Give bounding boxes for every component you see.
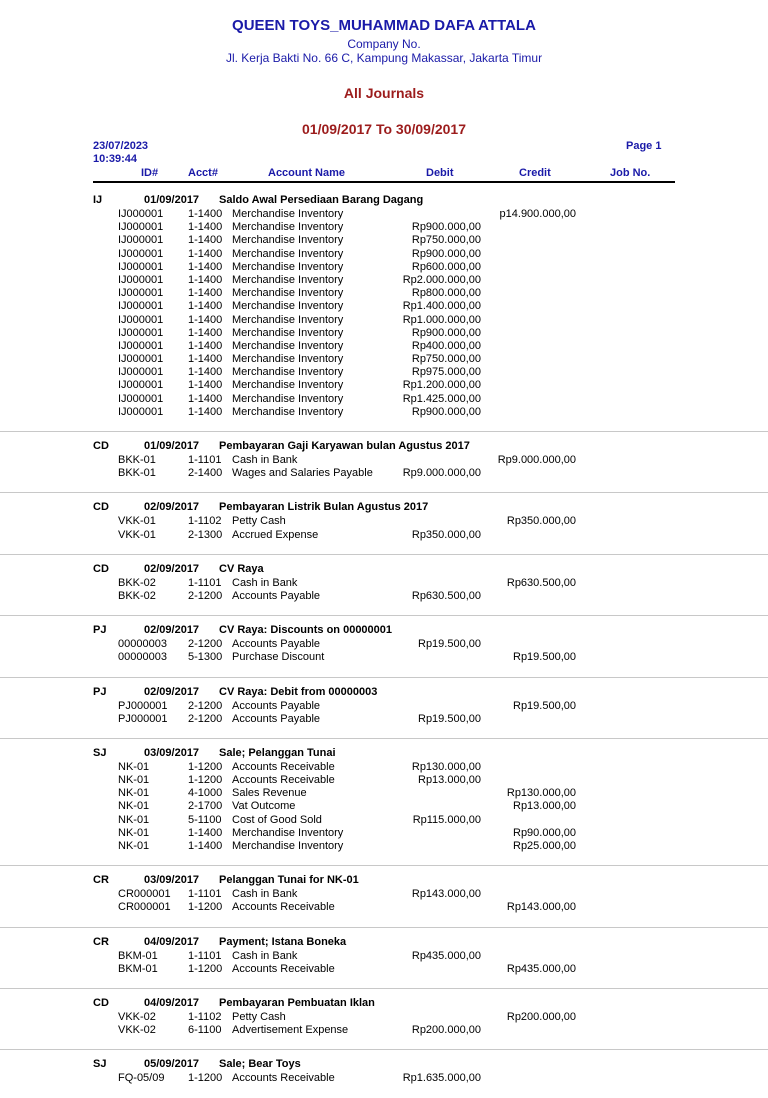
journal-type: SJ — [93, 1058, 107, 1071]
credit-amount: Rp90.000,00 — [513, 826, 576, 839]
report-period: 01/09/2017 To 30/09/2017 — [302, 121, 466, 137]
journal-entry-header — [0, 997, 768, 1011]
debit-amount: Rp143.000,00 — [411, 888, 481, 901]
journal-line — [0, 353, 768, 366]
journal-line — [0, 888, 768, 901]
line-id: IJ000001 — [118, 339, 164, 352]
journal-line — [0, 327, 768, 340]
journal-type: CD — [93, 996, 109, 1009]
journal-line — [0, 590, 768, 603]
account-number: 1-1400 — [188, 260, 223, 273]
journal-type: SJ — [93, 746, 107, 759]
journal-entry — [0, 615, 768, 676]
account-name: Accounts Payable — [232, 699, 321, 712]
debit-amount: Rp900.000,00 — [411, 247, 481, 260]
account-number: 1-1102 — [188, 515, 222, 528]
line-id: NK-01 — [118, 760, 150, 773]
journal-entry — [0, 677, 768, 738]
journal-line — [0, 221, 768, 234]
account-name: Merchandise Inventory — [232, 353, 344, 366]
account-number: 1-1400 — [188, 826, 223, 839]
journal-entry — [0, 927, 768, 988]
account-name: Merchandise Inventory — [232, 260, 344, 273]
line-id: BKK-01 — [118, 454, 156, 466]
journal-line — [0, 300, 768, 313]
entry-description: CV Raya: Discounts on 00000001 — [219, 624, 393, 637]
journal-line — [0, 529, 768, 542]
account-name: Merchandise Inventory — [232, 313, 344, 326]
line-id: CR000001 — [118, 901, 171, 914]
entry-date: 02/09/2017 — [144, 501, 200, 514]
journal-type: CD — [93, 440, 109, 452]
entry-description: Sale; Pelanggan Tunai — [219, 746, 336, 759]
line-id: BKK-02 — [118, 576, 156, 589]
account-name: Cash in Bank — [232, 576, 298, 589]
credit-amount: Rp9.000.000,00 — [497, 454, 576, 466]
debit-amount: Rp400.000,00 — [411, 339, 481, 352]
entry-date: 01/09/2017 — [144, 194, 200, 206]
line-id: IJ000001 — [118, 221, 164, 234]
journal-entry — [0, 988, 768, 1049]
account-number: 1-1101 — [188, 576, 222, 589]
credit-amount: Rp350.000,00 — [506, 515, 576, 528]
account-number: 2-1200 — [188, 699, 223, 712]
account-number: 1-1400 — [188, 313, 223, 326]
credit-amount: Rp25.000,00 — [513, 840, 576, 852]
debit-amount: Rp350.000,00 — [411, 528, 481, 541]
col-credit: Credit — [519, 167, 551, 179]
company-number: Company No. — [347, 37, 421, 51]
journal-line — [0, 248, 768, 261]
credit-amount: Rp200.000,00 — [506, 1010, 576, 1023]
credit-amount: Rp13.000,00 — [513, 800, 576, 813]
journal-line — [0, 700, 768, 713]
account-name: Merchandise Inventory — [232, 234, 344, 247]
journal-entry-header — [0, 874, 768, 888]
journal-entry-header — [0, 747, 768, 761]
account-name: Merchandise Inventory — [232, 379, 344, 392]
line-id: BKK-02 — [118, 589, 156, 602]
line-id: IJ000001 — [118, 392, 164, 405]
journal-line — [0, 261, 768, 274]
line-id: IJ000001 — [118, 234, 164, 247]
account-name: Cost of Good Sold — [232, 813, 322, 826]
account-number: 1-1200 — [188, 1072, 223, 1085]
debit-amount: Rp13.000,00 — [418, 774, 481, 787]
account-number: 1-1400 — [188, 366, 223, 379]
journal-entry — [0, 431, 768, 492]
account-name: Accrued Expense — [232, 528, 319, 541]
journal-line — [0, 340, 768, 353]
entry-description: Pembayaran Listrik Bulan Agustus 2017 — [219, 501, 429, 514]
journal-line — [0, 1072, 768, 1085]
print-date: 23/07/2023 — [93, 140, 149, 152]
account-name: Petty Cash — [232, 1010, 286, 1023]
line-id: NK-01 — [118, 800, 150, 813]
journal-line — [0, 393, 768, 406]
debit-amount: Rp750.000,00 — [411, 353, 481, 366]
line-id: VKK-01 — [118, 515, 156, 528]
journal-list — [0, 194, 768, 1098]
account-name: Cash in Bank — [232, 454, 298, 466]
account-name: Merchandise Inventory — [232, 339, 344, 352]
journal-line — [0, 761, 768, 774]
entry-date: 03/09/2017 — [144, 874, 200, 887]
debit-amount: Rp630.500,00 — [411, 589, 481, 602]
account-name: Merchandise Inventory — [232, 247, 344, 260]
line-id: BKM-01 — [118, 962, 158, 975]
journal-entry-header — [0, 1058, 768, 1072]
debit-amount: Rp900.000,00 — [411, 221, 481, 234]
account-name: Merchandise Inventory — [232, 405, 344, 418]
journal-entry-header — [0, 686, 768, 700]
entry-description: Pembayaran Pembuatan Iklan — [219, 996, 375, 1009]
account-number: 1-1400 — [188, 840, 223, 852]
journal-line — [0, 651, 768, 664]
entry-date: 04/09/2017 — [144, 996, 200, 1009]
account-number: 1-1200 — [188, 774, 223, 787]
account-name: Merchandise Inventory — [232, 392, 344, 405]
account-name: Accounts Receivable — [232, 774, 335, 787]
journal-line — [0, 208, 768, 221]
account-name: Cash in Bank — [232, 888, 298, 901]
journal-entry — [0, 865, 768, 926]
credit-amount: Rp435.000,00 — [506, 962, 576, 975]
entry-date: 05/09/2017 — [144, 1058, 200, 1071]
line-id: IJ000001 — [118, 247, 164, 260]
line-id: VKK-01 — [118, 528, 156, 541]
account-number: 1-1400 — [188, 326, 223, 339]
account-name: Merchandise Inventory — [232, 826, 344, 839]
account-number: 1-1102 — [188, 1010, 222, 1023]
account-number: 5-1300 — [188, 651, 223, 664]
debit-amount: Rp1.635.000,00 — [402, 1072, 481, 1085]
account-number: 1-1400 — [188, 234, 223, 247]
line-id: IJ000001 — [118, 366, 164, 379]
debit-amount: Rp900.000,00 — [411, 405, 481, 418]
account-number: 1-1400 — [188, 273, 223, 286]
account-number: 1-1400 — [188, 247, 223, 260]
journal-entry-header — [0, 501, 768, 515]
line-id: BKK-01 — [118, 467, 156, 480]
line-id: VKK-02 — [118, 1024, 156, 1037]
column-header-row — [0, 167, 768, 181]
journal-entry-header — [0, 936, 768, 950]
journal-line — [0, 454, 768, 467]
account-name: Accounts Payable — [232, 589, 321, 602]
account-number: 1-1400 — [188, 221, 223, 234]
line-id: IJ000001 — [118, 405, 164, 418]
journal-line — [0, 274, 768, 287]
account-number: 2-1400 — [188, 467, 223, 480]
header-rule — [93, 181, 675, 183]
account-name: Accounts Payable — [232, 638, 321, 651]
col-debit: Debit — [426, 167, 454, 179]
account-name: Merchandise Inventory — [232, 366, 344, 379]
report-title: All Journals — [343, 85, 425, 101]
account-number: 1-1400 — [188, 208, 223, 220]
line-id: PJ000001 — [118, 699, 168, 712]
account-name: Accounts Receivable — [232, 901, 335, 914]
debit-amount: Rp900.000,00 — [411, 326, 481, 339]
line-id: FQ-05/09 — [118, 1072, 165, 1085]
journal-line — [0, 963, 768, 976]
journal-entry-header — [0, 194, 768, 208]
account-number: 1-1400 — [188, 287, 223, 300]
debit-amount: Rp975.000,00 — [411, 366, 481, 379]
journal-line — [0, 814, 768, 827]
account-name: Cash in Bank — [232, 949, 298, 962]
line-id: IJ000001 — [118, 326, 164, 339]
account-name: Merchandise Inventory — [232, 300, 344, 313]
account-name: Merchandise Inventory — [232, 208, 344, 220]
journal-entry — [0, 554, 768, 615]
journal-type: IJ — [93, 194, 103, 206]
journal-entry-header — [0, 440, 768, 454]
entry-description: Payment; Istana Boneka — [219, 935, 347, 948]
account-number: 1-1400 — [188, 405, 223, 418]
debit-amount: Rp1.400.000,00 — [402, 300, 481, 313]
account-number: 1-1200 — [188, 901, 223, 914]
line-id: IJ000001 — [118, 379, 164, 392]
journal-line — [0, 787, 768, 800]
entry-date: 03/09/2017 — [144, 746, 200, 759]
account-number: 1-1400 — [188, 300, 223, 313]
col-acct: Acct# — [188, 167, 218, 179]
account-name: Accounts Payable — [232, 712, 321, 725]
account-number: 1-1400 — [188, 379, 223, 392]
line-id: 00000003 — [118, 651, 167, 664]
line-id: IJ000001 — [118, 273, 164, 286]
entry-description: Pembayaran Gaji Karyawan bulan Agustus 2017 — [219, 440, 470, 452]
line-id: BKM-01 — [118, 949, 158, 962]
line-id: PJ000001 — [118, 712, 168, 725]
journal-line — [0, 406, 768, 419]
entry-date: 02/09/2017 — [144, 562, 200, 575]
account-number: 1-1101 — [188, 454, 222, 466]
debit-amount: Rp750.000,00 — [411, 234, 481, 247]
account-number: 1-1101 — [188, 888, 222, 901]
journal-entry-header — [0, 624, 768, 638]
journal-line — [0, 314, 768, 327]
entry-date: 02/09/2017 — [144, 624, 200, 637]
account-number: 2-1200 — [188, 589, 223, 602]
line-id: IJ000001 — [118, 353, 164, 366]
col-id: ID# — [141, 167, 159, 179]
account-number: 1-1400 — [188, 353, 223, 366]
journal-type: CD — [93, 562, 109, 575]
line-id: 00000003 — [118, 638, 167, 651]
line-id: NK-01 — [118, 774, 150, 787]
line-id: IJ000001 — [118, 300, 164, 313]
account-name: Accounts Receivable — [232, 962, 335, 975]
line-id: VKK-02 — [118, 1010, 156, 1023]
account-name: Vat Outcome — [232, 800, 296, 813]
account-number: 2-1200 — [188, 638, 223, 651]
debit-amount: Rp200.000,00 — [411, 1024, 481, 1037]
line-id: IJ000001 — [118, 287, 164, 300]
page-number: Page 1 — [626, 140, 662, 152]
journal-type: CR — [93, 935, 109, 948]
account-number: 1-1400 — [188, 392, 223, 405]
credit-amount: Rp630.500,00 — [506, 576, 576, 589]
account-number: 1-1200 — [188, 962, 223, 975]
account-number: 4-1000 — [188, 787, 223, 800]
journal-entry — [0, 1049, 768, 1097]
journal-type: CR — [93, 874, 109, 887]
debit-amount: Rp435.000,00 — [411, 949, 481, 962]
company-name: QUEEN TOYS_MUHAMMAD DAFA ATTALA — [232, 17, 536, 34]
account-name: Advertisement Expense — [232, 1024, 349, 1037]
journal-line — [0, 379, 768, 392]
account-number: 1-1101 — [188, 949, 222, 962]
journal-line — [0, 287, 768, 300]
journal-line — [0, 800, 768, 813]
entry-date: 02/09/2017 — [144, 685, 200, 698]
debit-amount: Rp1.000.000,00 — [402, 313, 481, 326]
journal-line — [0, 638, 768, 651]
journal-entry — [0, 738, 768, 865]
journal-line — [0, 1011, 768, 1024]
debit-amount: Rp19.500,00 — [418, 712, 481, 725]
debit-amount: Rp2.000.000,00 — [402, 273, 481, 286]
debit-amount: Rp130.000,00 — [411, 760, 481, 773]
journal-line — [0, 467, 768, 480]
debit-amount: Rp1.200.000,00 — [402, 379, 481, 392]
account-number: 2-1200 — [188, 712, 223, 725]
debit-amount: Rp600.000,00 — [411, 260, 481, 273]
journal-line — [0, 577, 768, 590]
account-number: 5-1100 — [188, 813, 222, 826]
line-id: NK-01 — [118, 787, 150, 800]
journal-line — [0, 950, 768, 963]
entry-description: CV Raya: Debit from 00000003 — [219, 685, 378, 698]
line-id: NK-01 — [118, 840, 150, 852]
journal-entry — [0, 492, 768, 553]
line-id: NK-01 — [118, 813, 150, 826]
account-name: Wages and Salaries Payable — [232, 467, 373, 480]
account-name: Petty Cash — [232, 515, 286, 528]
account-name: Merchandise Inventory — [232, 326, 344, 339]
print-time: 10:39:44 — [93, 153, 138, 165]
journal-type: CD — [93, 501, 109, 514]
entry-date: 04/09/2017 — [144, 935, 200, 948]
line-id: NK-01 — [118, 826, 150, 839]
col-account-name: Account Name — [268, 167, 346, 179]
credit-amount: Rp130.000,00 — [506, 787, 576, 800]
entry-description: Pelanggan Tunai for NK-01 — [219, 874, 359, 887]
account-name: Merchandise Inventory — [232, 840, 344, 852]
line-id: CR000001 — [118, 888, 171, 901]
credit-amount: p14.900.000,00 — [499, 208, 576, 220]
journal-line — [0, 515, 768, 528]
line-id: IJ000001 — [118, 208, 164, 220]
journal-type: PJ — [93, 685, 107, 698]
account-name: Accounts Receivable — [232, 760, 335, 773]
journal-line — [0, 840, 768, 853]
journal-type: PJ — [93, 624, 107, 637]
account-number: 6-1100 — [188, 1024, 222, 1037]
account-name: Merchandise Inventory — [232, 273, 344, 286]
credit-amount: Rp19.500,00 — [513, 651, 576, 664]
entry-date: 01/09/2017 — [144, 440, 200, 452]
entry-description: Saldo Awal Persediaan Barang Dagang — [219, 194, 424, 206]
account-name: Purchase Discount — [232, 651, 325, 664]
debit-amount: Rp115.000,00 — [412, 813, 481, 826]
journal-line — [0, 827, 768, 840]
account-name: Sales Revenue — [232, 787, 307, 800]
credit-amount: Rp19.500,00 — [513, 699, 576, 712]
line-id: IJ000001 — [118, 260, 164, 273]
debit-amount: Rp19.500,00 — [418, 638, 481, 651]
journal-line — [0, 234, 768, 247]
col-job-no: Job No. — [610, 167, 651, 179]
account-number: 2-1700 — [188, 800, 223, 813]
journal-line — [0, 901, 768, 914]
debit-amount: Rp9.000.000,00 — [402, 467, 481, 480]
account-number: 2-1300 — [188, 528, 223, 541]
account-number: 1-1400 — [188, 339, 223, 352]
account-name: Merchandise Inventory — [232, 287, 344, 300]
account-number: 1-1200 — [188, 760, 223, 773]
debit-amount: Rp800.000,00 — [411, 287, 481, 300]
account-name: Accounts Receivable — [232, 1072, 335, 1085]
journal-entry — [0, 194, 768, 431]
credit-amount: Rp143.000,00 — [506, 901, 576, 914]
entry-description: Sale; Bear Toys — [219, 1058, 301, 1071]
journal-line — [0, 713, 768, 726]
debit-amount: Rp1.425.000,00 — [402, 392, 481, 405]
journal-line — [0, 774, 768, 787]
journal-line — [0, 1024, 768, 1037]
account-name: Merchandise Inventory — [232, 221, 344, 234]
line-id: IJ000001 — [118, 313, 164, 326]
entry-description: CV Raya — [219, 562, 264, 575]
company-address: Jl. Kerja Bakti No. 66 C, Kampung Makassar, Jakarta Timur — [225, 51, 543, 65]
journal-line — [0, 366, 768, 379]
journal-entry-header — [0, 563, 768, 577]
